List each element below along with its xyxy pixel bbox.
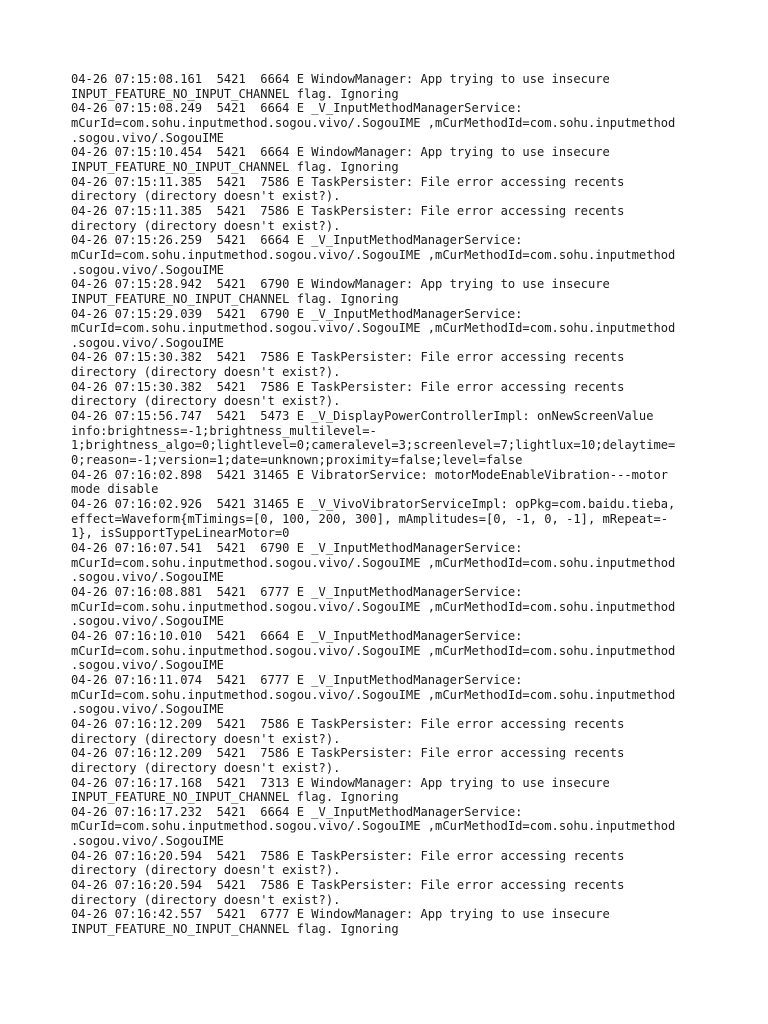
log-line: mode disable — [71, 482, 159, 497]
log-line: directory (directory doesn't exist?). — [71, 731, 341, 746]
log-text-block — [71, 72, 751, 937]
log-line: mCurId=com.sohu.inputmethod.sogou.vivo/.SogouIME ,mCurMethodId=com.sohu.inputmethod — [71, 599, 676, 614]
log-line: 04-26 07:15:28.942 5421 6790 E WindowManager: App trying to use insecure — [71, 277, 610, 292]
log-line: 04-26 07:15:08.161 5421 6664 E WindowManager: App trying to use insecure — [71, 72, 610, 86]
log-line: .sogou.vivo/.SogouIME — [71, 570, 224, 585]
log-line: 04-26 07:15:10.454 5421 6664 E WindowManager: App trying to use insecure — [71, 145, 610, 160]
log-line: .sogou.vivo/.SogouIME — [71, 335, 224, 350]
log-line: 04-26 07:16:17.168 5421 7313 E WindowManager: App trying to use insecure — [71, 775, 610, 790]
log-line: .sogou.vivo/.SogouIME — [71, 262, 224, 277]
log-line: 04-26 07:16:08.881 5421 6777 E _V_InputMethodManagerService: — [71, 584, 523, 599]
log-line: mCurId=com.sohu.inputmethod.sogou.vivo/.SogouIME ,mCurMethodId=com.sohu.inputmethod — [71, 555, 676, 570]
log-line: 04-26 07:15:26.259 5421 6664 E _V_InputMethodManagerService: — [71, 233, 523, 248]
log-line: 04-26 07:15:11.385 5421 7586 E TaskPersister: File error accessing recents — [71, 203, 625, 218]
log-line: .sogou.vivo/.SogouIME — [71, 614, 224, 629]
log-line: 1;brightness_algo=0;lightlevel=0;cameralevel=3;screenlevel=7;lightlux=10;delaytime= — [71, 438, 676, 453]
log-line: 04-26 07:15:56.747 5421 5473 E _V_DisplayPowerControllerImpl: onNewScreenValue — [71, 409, 654, 424]
log-line: .sogou.vivo/.SogouIME — [71, 658, 224, 673]
log-line: directory (directory doesn't exist?). — [71, 189, 341, 204]
log-line: INPUT_FEATURE_NO_INPUT_CHANNEL flag. Ignoring — [71, 291, 399, 306]
log-line: 04-26 07:15:29.039 5421 6790 E _V_InputMethodManagerService: — [71, 306, 523, 321]
log-line: 04-26 07:16:07.541 5421 6790 E _V_InputMethodManagerService: — [71, 541, 523, 555]
log-line: directory (directory doesn't exist?). — [71, 394, 341, 409]
log-line: mCurId=com.sohu.inputmethod.sogou.vivo/.SogouIME ,mCurMethodId=com.sohu.inputmethod — [71, 115, 676, 130]
log-line: .sogou.vivo/.SogouIME — [71, 130, 224, 145]
log-line: directory (directory doesn't exist?). — [71, 365, 341, 380]
log-line: directory (directory doesn't exist?). — [71, 863, 341, 878]
log-line: 04-26 07:16:10.010 5421 6664 E _V_InputMethodManagerService: — [71, 628, 523, 643]
log-line: mCurId=com.sohu.inputmethod.sogou.vivo/.SogouIME ,mCurMethodId=com.sohu.inputmethod — [71, 321, 676, 336]
log-line: 04-26 07:16:17.232 5421 6664 E _V_InputMethodManagerService: — [71, 804, 523, 819]
log-line: 04-26 07:15:08.249 5421 6664 E _V_InputMethodManagerService: — [71, 101, 523, 116]
log-line: mCurId=com.sohu.inputmethod.sogou.vivo/.SogouIME ,mCurMethodId=com.sohu.inputmethod — [71, 687, 676, 702]
log-line: 04-26 07:16:02.898 5421 31465 E VibratorService: motorModeEnableVibration---motor — [71, 467, 669, 482]
log-line: 04-26 07:15:11.385 5421 7586 E TaskPersister: File error accessing recents — [71, 174, 625, 189]
log-line: .sogou.vivo/.SogouIME — [71, 834, 224, 849]
log-line: 04-26 07:16:02.926 5421 31465 E _V_VivoVibratorServiceImpl: opPkg=com.baidu.tieba, — [71, 497, 676, 512]
log-line: 04-26 07:16:12.209 5421 7586 E TaskPersister: File error accessing recents — [71, 746, 625, 761]
log-line: INPUT_FEATURE_NO_INPUT_CHANNEL flag. Ignoring — [71, 790, 399, 805]
log-line: mCurId=com.sohu.inputmethod.sogou.vivo/.SogouIME ,mCurMethodId=com.sohu.inputmethod — [71, 643, 676, 658]
log-line: INPUT_FEATURE_NO_INPUT_CHANNEL flag. Ignoring — [71, 86, 399, 101]
log-line: INPUT_FEATURE_NO_INPUT_CHANNEL flag. Ignoring — [71, 159, 399, 174]
log-line: directory (directory doesn't exist?). — [71, 218, 341, 233]
log-line: 04-26 07:15:30.382 5421 7586 E TaskPersister: File error accessing recents — [71, 379, 625, 394]
log-line: .sogou.vivo/.SogouIME — [71, 702, 224, 717]
log-line: 04-26 07:15:30.382 5421 7586 E TaskPersister: File error accessing recents — [71, 350, 625, 365]
log-line: mCurId=com.sohu.inputmethod.sogou.vivo/.SogouIME ,mCurMethodId=com.sohu.inputmethod — [71, 247, 676, 262]
log-line: mCurId=com.sohu.inputmethod.sogou.vivo/.SogouIME ,mCurMethodId=com.sohu.inputmethod — [71, 819, 676, 834]
log-line: 1}, isSupportTypeLinearMotor=0 — [71, 526, 290, 541]
log-line: 04-26 07:16:20.594 5421 7586 E TaskPersister: File error accessing recents — [71, 878, 625, 893]
log-line: 0;reason=-1;version=1;date=unknown;proximity=false;level=false — [71, 453, 523, 468]
log-line: 04-26 07:16:11.074 5421 6777 E _V_InputMethodManagerService: — [71, 672, 523, 687]
log-line: directory (directory doesn't exist?). — [71, 760, 341, 775]
log-line: INPUT_FEATURE_NO_INPUT_CHANNEL flag. Ignoring — [71, 922, 399, 937]
log-line: 04-26 07:16:20.594 5421 7586 E TaskPersister: File error accessing recents — [71, 848, 625, 863]
log-line: effect=Waveform{mTimings=[0, 100, 200, 300], mAmplitudes=[0, -1, 0, -1], mRepeat=- — [71, 511, 669, 526]
log-line: info:brightness=-1;brightness_multilevel=- — [71, 423, 377, 438]
log-line: directory (directory doesn't exist?). — [71, 892, 341, 907]
log-line: 04-26 07:16:42.557 5421 6777 E WindowManager: App trying to use insecure — [71, 907, 610, 922]
log-line: 04-26 07:16:12.209 5421 7586 E TaskPersister: File error accessing recents — [71, 716, 625, 731]
